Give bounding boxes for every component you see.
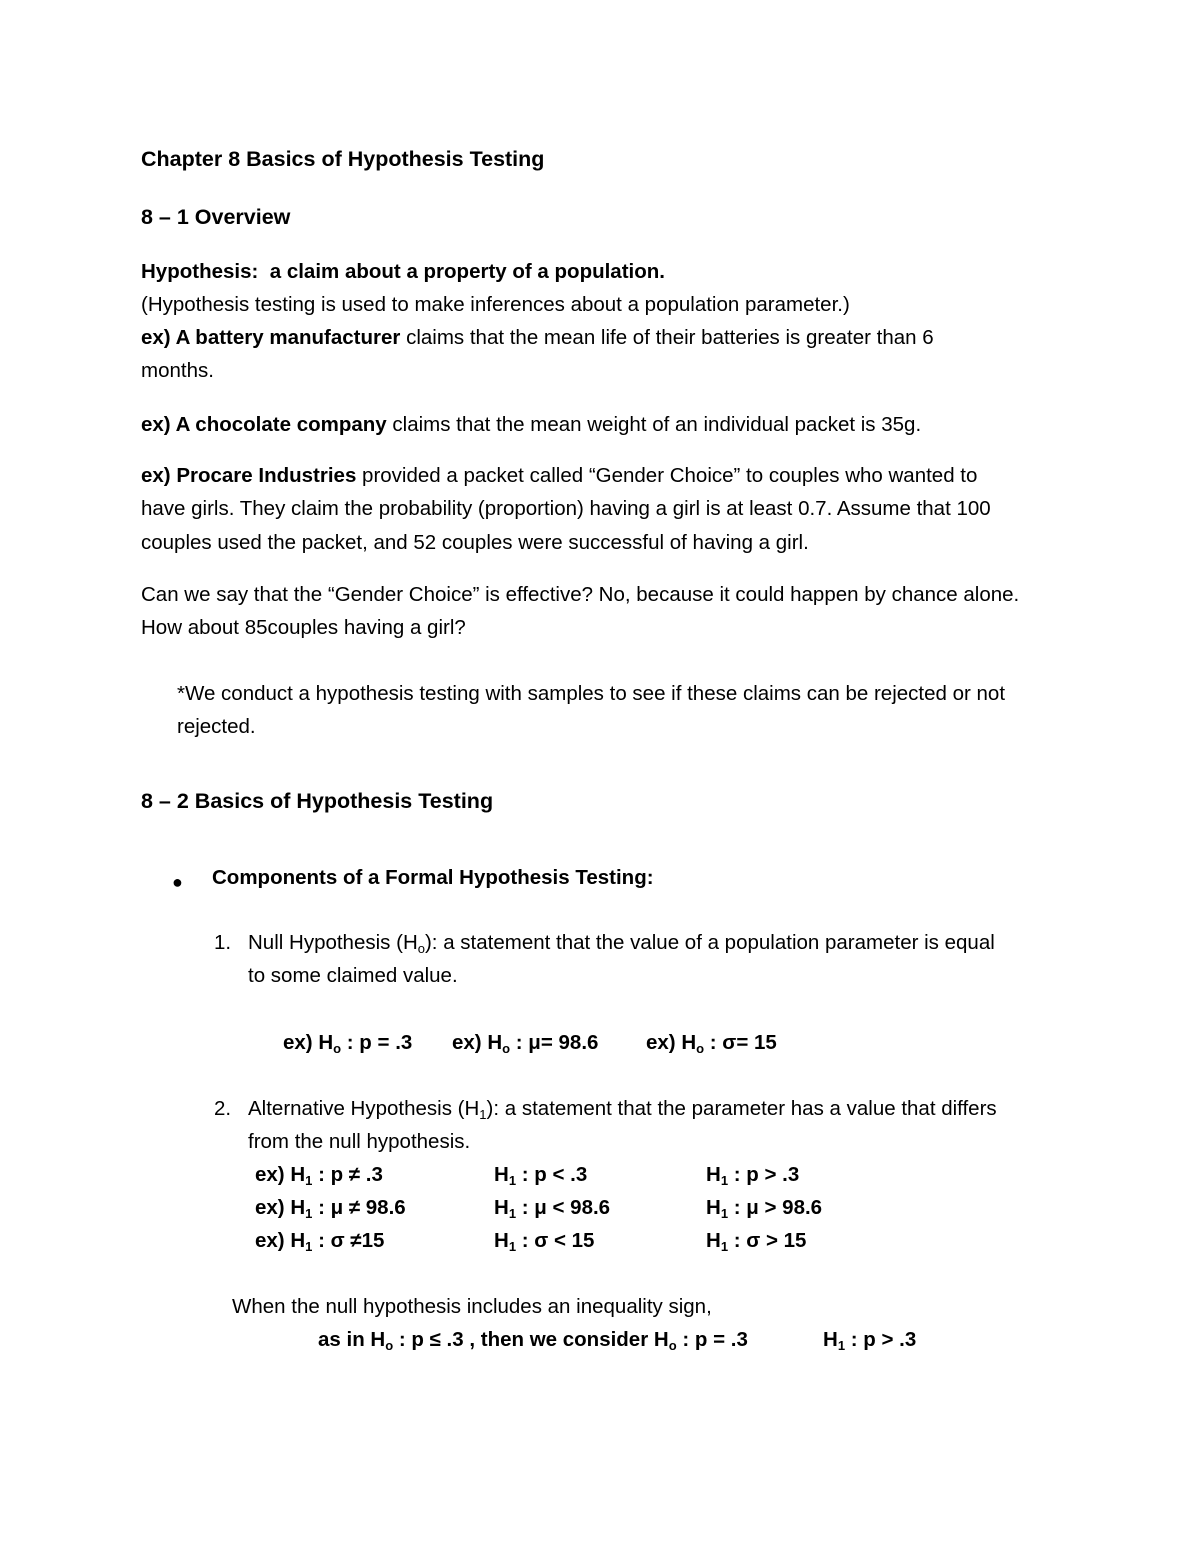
alt-hypothesis-cont: from the null hypothesis.	[248, 1130, 471, 1153]
ineq-text-b: : p ≤ .3 , then we consider H	[393, 1328, 669, 1351]
inequality-note: When the null hypothesis includes an inequality sign,	[232, 1295, 712, 1318]
example-battery-text: claims that the mean life of their batteries is greater than 6	[400, 326, 934, 349]
null-ex2-post: : μ= 98.6	[510, 1031, 599, 1054]
null-hyp-text-a: Null Hypothesis (H	[248, 931, 418, 954]
alt-r3-c2	[494, 1227, 594, 1255]
alt-r2-c3-post: : μ > 98.6	[728, 1196, 823, 1219]
alt-r3-c1-post: : σ ≠15	[312, 1229, 385, 1252]
ineq-sub2: o	[668, 1338, 677, 1353]
null-ex3-post: : σ= 15	[704, 1031, 777, 1054]
ineq-text-a: as in H	[318, 1328, 386, 1351]
ineq-sub1: o	[385, 1338, 394, 1353]
example-procare-line2: have girls. They claim the probability (proportion) having a girl is at least 0.7. Assume that 100	[141, 497, 991, 520]
example-battery	[141, 324, 934, 352]
item2-number: 2.	[214, 1097, 232, 1120]
alt-r3-c2-sub: 1	[508, 1239, 517, 1254]
alt-r3-c1	[255, 1227, 384, 1255]
example-chocolate-label: ex) A chocolate company	[141, 413, 387, 436]
null-hyp-sub: o	[417, 941, 425, 956]
inequality-alt	[823, 1326, 916, 1354]
alt-r1-c1-pre: ex) H	[255, 1163, 306, 1186]
example-battery-cont: months.	[141, 359, 214, 382]
alt-r2-c3	[706, 1194, 822, 1222]
definition-text: a claim about a property of a population.	[269, 260, 665, 283]
alt-r2-c3-sub: 1	[720, 1206, 729, 1221]
alt-r3-c3-post: : σ > 15	[728, 1229, 807, 1252]
ineq-sub3: 1	[837, 1338, 846, 1353]
alt-r2-c2-pre: H	[494, 1196, 509, 1219]
alt-r3-c2-post: : σ < 15	[516, 1229, 595, 1252]
alt-r2-c1-pre: ex) H	[255, 1196, 306, 1219]
alt-r2-c3-pre: H	[706, 1196, 721, 1219]
hypothesis-note: (Hypothesis testing is used to make inferences about a population parameter.)	[141, 293, 850, 316]
null-ex1-pre: ex) H	[283, 1031, 334, 1054]
alt-r3-c3-pre: H	[706, 1229, 721, 1252]
alt-hypothesis-definition	[248, 1095, 997, 1123]
alt-r2-c1-post: : μ ≠ 98.6	[312, 1196, 406, 1219]
alt-r1-c3-sub: 1	[720, 1173, 729, 1188]
section-heading-basics: 8 – 2 Basics of Hypothesis Testing	[141, 789, 494, 813]
null-ex1-post: : p = .3	[341, 1031, 413, 1054]
null-hypothesis-definition	[248, 929, 995, 957]
alt-r2-c2-post: : μ < 98.6	[516, 1196, 611, 1219]
alt-r1-c3	[706, 1161, 799, 1189]
alt-r3-c3-sub: 1	[720, 1239, 729, 1254]
example-procare-label: ex) Procare Industries	[141, 464, 357, 487]
null-ex2-pre: ex) H	[452, 1031, 503, 1054]
null-ex3-sub: o	[696, 1041, 705, 1056]
question-effective: Can we say that the “Gender Choice” is effective? No, because it could happen by chance alone.	[141, 583, 1020, 606]
null-ex1-sub: o	[333, 1041, 342, 1056]
ineq-text-c: : p = .3	[676, 1328, 748, 1351]
null-ex3-pre: ex) H	[646, 1031, 697, 1054]
alt-r1-c1-sub: 1	[305, 1173, 313, 1188]
alt-hyp-sub: 1	[479, 1107, 487, 1122]
example-procare	[141, 462, 977, 490]
ineq-text-d: H	[823, 1328, 838, 1351]
note-line1: *We conduct a hypothesis testing with samples to see if these claims can be rejected or not	[177, 682, 1006, 705]
alt-r2-c1-sub: 1	[305, 1206, 313, 1221]
alt-r2-c2-sub: 1	[508, 1206, 517, 1221]
ineq-text-e: : p > .3	[845, 1328, 917, 1351]
alt-r1-c2-sub: 1	[508, 1173, 517, 1188]
inequality-example	[318, 1326, 748, 1354]
note-line2: rejected.	[177, 715, 256, 738]
alt-r1-c2	[494, 1161, 587, 1189]
alt-r3-c1-pre: ex) H	[255, 1229, 306, 1252]
alt-r1-c3-post: : p > .3	[728, 1163, 800, 1186]
definition-term: Hypothesis:	[141, 260, 259, 283]
null-hypothesis-cont: to some claimed value.	[248, 964, 458, 987]
null-ex2-sub: o	[502, 1041, 511, 1056]
alt-r1-c1-post: : p ≠ .3	[312, 1163, 383, 1186]
null-example-1	[283, 1029, 412, 1057]
example-procare-text: provided a packet called “Gender Choice” to couples who wanted to	[356, 464, 978, 487]
chapter-title: Chapter 8 Basics of Hypothesis Testing	[141, 147, 545, 171]
null-example-3	[646, 1029, 777, 1057]
example-procare-line3: couples used the packet, and 52 couples were successful of having a girl.	[141, 531, 809, 554]
alt-r1-c1	[255, 1161, 383, 1189]
alt-hyp-text-b: ): a statement that the parameter has a value that differs	[486, 1097, 997, 1120]
alt-r1-c2-pre: H	[494, 1163, 509, 1186]
question-85-couples: How about 85couples having a girl?	[141, 616, 466, 639]
alt-r3-c2-pre: H	[494, 1229, 509, 1252]
null-example-2	[452, 1029, 598, 1057]
example-battery-label: ex) A battery manufacturer	[141, 326, 401, 349]
alt-r3-c3	[706, 1227, 806, 1255]
section-heading-overview: 8 – 1 Overview	[141, 205, 291, 229]
components-heading: Components of a Formal Hypothesis Testing:	[212, 866, 654, 889]
alt-hyp-text-a: Alternative Hypothesis (H	[248, 1097, 480, 1120]
alt-r1-c3-pre: H	[706, 1163, 721, 1186]
alt-r3-c1-sub: 1	[305, 1239, 313, 1254]
null-hyp-text-b: ): a statement that the value of a population parameter is equal	[424, 931, 995, 954]
item1-number: 1.	[214, 931, 232, 954]
alt-r2-c1	[255, 1194, 406, 1222]
alt-r2-c2	[494, 1194, 610, 1222]
alt-r1-c2-post: : p < .3	[516, 1163, 588, 1186]
example-chocolate	[141, 411, 921, 439]
example-chocolate-text: claims that the mean weight of an individual packet is 35g.	[386, 413, 922, 436]
hypothesis-definition	[141, 258, 665, 286]
bullet-icon: ●	[172, 872, 183, 892]
